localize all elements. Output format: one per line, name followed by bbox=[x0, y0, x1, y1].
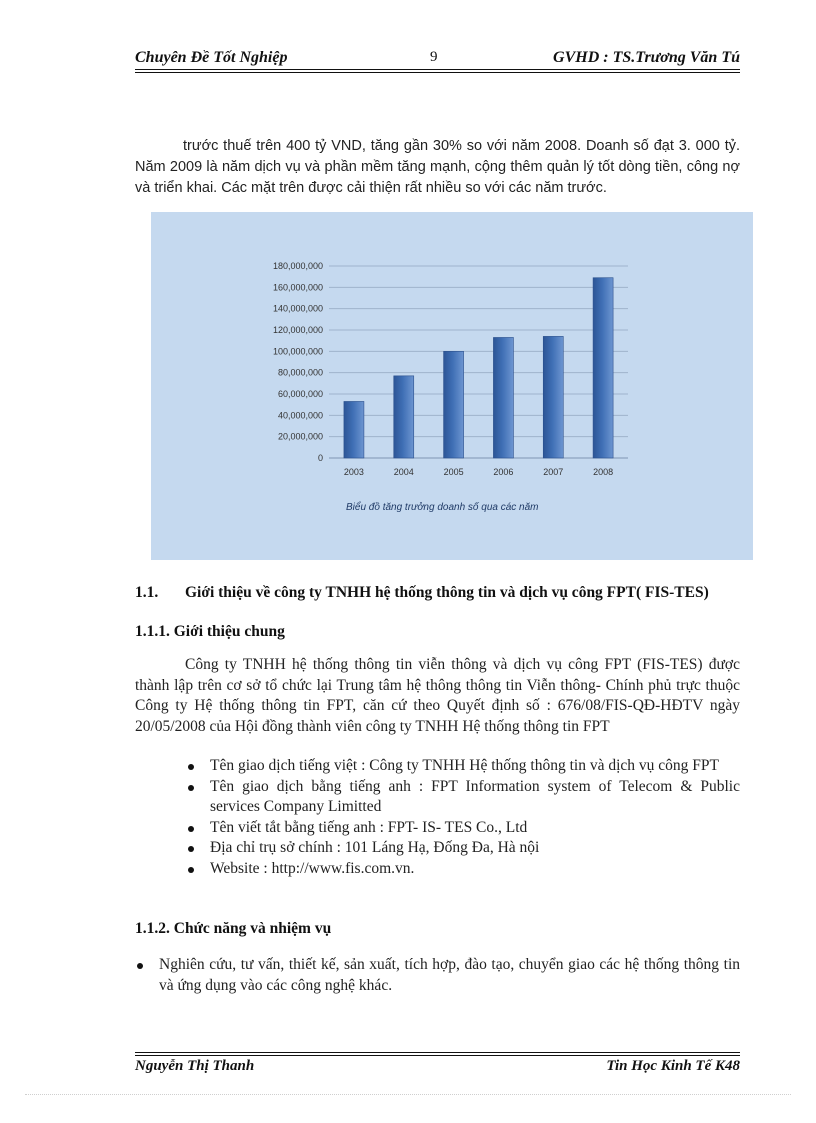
list-item bbox=[186, 859, 740, 880]
chart-y-tick-label: 0 bbox=[317, 453, 323, 463]
footer-author: Nguyễn Thị Thanh bbox=[135, 1058, 255, 1074]
chart-gridlines bbox=[329, 266, 628, 458]
bullet-icon bbox=[188, 867, 194, 873]
section-1-1-1-heading: 1.1.1. Giới thiệu chung bbox=[135, 623, 285, 640]
page-footer bbox=[135, 1058, 740, 1080]
chart-x-tick-label: 2008 bbox=[593, 467, 614, 477]
bullet-icon bbox=[137, 963, 143, 969]
chart-x-tick-label: 2006 bbox=[493, 467, 514, 477]
section-1-1-1-paragraph: Công ty TNHH hệ thống thông tin viễn thông và dịch vụ công FPT (FIS-TES) được thành lập trên cơ sở tổ chức lại Trung tâm hệ thông thông tin Viễn thông- Chính phủ trực thuộc Công ty Hệ thống thông tin FPT, căn cứ theo Quyết định số : 676/08/FIS-QĐ-HĐTV ngày 20/05/2008 của Hội đồng thành viên công ty TNHH Hệ thống thông tin FPT bbox=[135, 656, 740, 735]
chart-y-tick-label: 140,000,000 bbox=[272, 303, 323, 314]
chart-y-ticks bbox=[273, 261, 323, 463]
list-item-text: Nghiên cứu, tư vấn, thiết kế, sản xuất, tích hợp, đào tạo, chuyển giao các hệ thống thông tin và ứng dụng vào các công nghệ khác. bbox=[159, 956, 740, 994]
chart-bar-2005 bbox=[444, 351, 464, 458]
list-item bbox=[135, 955, 740, 996]
chart-y-tick-label: 40,000,000 bbox=[277, 410, 323, 421]
chart-y-tick-label: 80,000,000 bbox=[277, 367, 323, 378]
chart-canvas bbox=[151, 212, 753, 560]
chart-x-tick-label: 2004 bbox=[393, 467, 414, 477]
list-item-text: Tên giao dịch bằng tiếng anh : FPT Information system of Telecom & Public services Company Limitted bbox=[210, 777, 740, 815]
chart-bar-2008 bbox=[593, 278, 613, 458]
chart-bar-2007 bbox=[543, 336, 563, 458]
footer-class: Tin Học Kinh Tế K48 bbox=[606, 1058, 740, 1074]
list-item bbox=[186, 777, 740, 818]
bullet-icon bbox=[188, 826, 194, 832]
chart-y-tick-label: 20,000,000 bbox=[277, 431, 323, 442]
chart-y-tick-label: 160,000,000 bbox=[272, 282, 323, 293]
list-item bbox=[186, 756, 740, 777]
chart-y-tick-label: 180,000,000 bbox=[272, 261, 323, 271]
list-item-text: Website : http://www.fis.com.vn. bbox=[210, 859, 415, 877]
footer-rule bbox=[135, 1052, 740, 1056]
section-1-1-2-heading: 1.1.2. Chức năng và nhiệm vụ bbox=[135, 920, 332, 937]
list-item-text: Tên viết tắt bằng tiếng anh : FPT- IS- TES Co., Ltd bbox=[210, 818, 528, 836]
revenue-chart bbox=[151, 212, 753, 560]
list-item-text: Tên giao dịch tiếng việt : Công ty TNHH Hệ thống thông tin và dịch vụ công FPT bbox=[210, 757, 720, 774]
list-item bbox=[186, 838, 740, 859]
header-title: Chuyên Đề Tốt Nghiệp bbox=[135, 49, 288, 66]
intro-paragraph: trước thuế trên 400 tỷ VND, tăng gần 30% so với năm 2008. Doanh số đạt 3. 000 tỷ. Năm 2009 là năm dịch vụ và phần mềm tăng mạnh, cộng thêm quản lý tốt dòng tiền, công nợ và triển khai. Các mặt trên được cải thiện rất nhiều so với các năm trước. bbox=[135, 138, 740, 196]
chart-y-tick-label: 60,000,000 bbox=[277, 389, 323, 399]
list-item bbox=[186, 818, 740, 839]
chart-bar-2006 bbox=[493, 337, 513, 458]
chart-bars bbox=[344, 278, 613, 458]
chart-y-tick-label: 120,000,000 bbox=[272, 325, 323, 335]
chart-x-tick-label: 2007 bbox=[543, 467, 564, 477]
chart-caption: Biểu đồ tăng trưởng doanh số qua các năm bbox=[346, 502, 539, 513]
bullet-icon bbox=[188, 785, 194, 791]
company-info-list bbox=[186, 756, 740, 879]
page-number: 9 bbox=[430, 49, 438, 65]
header-advisor: GVHD : TS.Trương Văn Tú bbox=[553, 49, 740, 66]
page-header bbox=[135, 47, 740, 69]
chart-y-tick-label: 100,000,000 bbox=[272, 346, 323, 357]
functions-list bbox=[135, 955, 740, 996]
bullet-icon bbox=[188, 846, 194, 852]
section-1-1-number: 1.1. bbox=[135, 584, 159, 601]
header-rule bbox=[135, 69, 740, 73]
bullet-icon bbox=[188, 764, 194, 770]
chart-x-tick-label: 2005 bbox=[443, 467, 464, 477]
section-1-1-heading bbox=[135, 583, 740, 603]
chart-x-ticks bbox=[344, 467, 613, 477]
chart-x-tick-label: 2003 bbox=[343, 467, 364, 477]
list-item-text: Địa chỉ trụ sở chính : 101 Láng Hạ, Đống Đa, Hà nội bbox=[210, 839, 540, 856]
page-bottom-dotted-line bbox=[25, 1094, 791, 1095]
chart-bar-2004 bbox=[394, 376, 414, 458]
chart-bar-2003 bbox=[344, 401, 364, 458]
section-1-1-title: Giới thiệu về công ty TNHH hệ thống thông tin và dịch vụ công FPT( FIS-TES) bbox=[185, 584, 709, 601]
